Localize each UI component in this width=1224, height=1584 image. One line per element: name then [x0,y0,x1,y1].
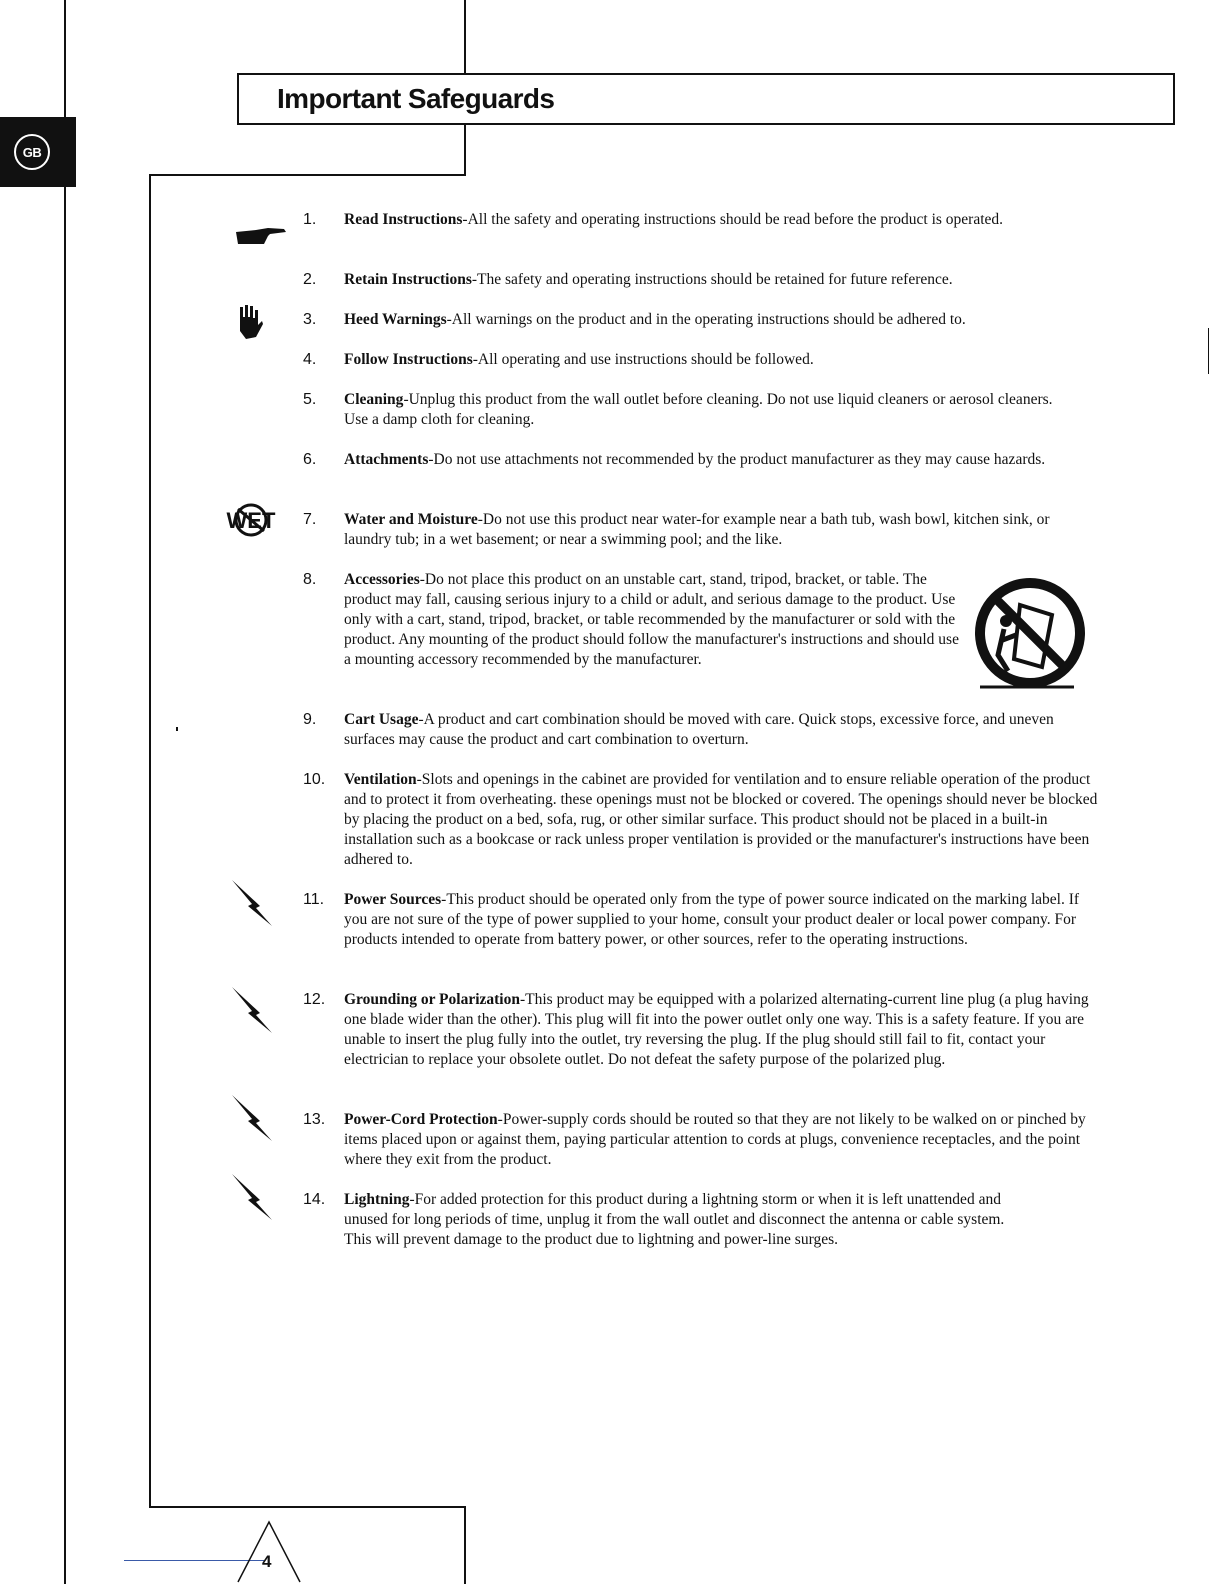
item-text: -Unplug this product from the wall outlet before cleaning. Do not use liquid cleaners or aerosol cleaners. Use a damp cloth for cleaning. [344,391,1053,428]
item-heading: Ventilation [344,771,417,788]
left-margin-line [64,0,66,118]
item-text: -This product may be equipped with a polarized alternating-current line plug (a plug having one blade wider than the other). This plug will fit into the power outlet only one way. This is a safety feature. If you are unable to insert the plug fully into the outlet, try reversing the plug. If the plug should still fail to fit, contact your electrician to replace your obsolete outlet. Do not defeat the safety purpose of the polarized plug. [344,991,1089,1068]
item-heading: Attachments [344,451,429,468]
item-text: -For added protection for this product during a lightning storm or when it is left unattended and unused for long periods of time, unplug it from the wall outlet and disconnect the antenna or cable system. This will prevent damage to the product due to lightning and power-line surges. [344,1191,1005,1248]
item-text: -Power-supply cords should be routed so that they are not likely to be walked on or pinched by items placed upon or against them, paying particular attention to cords at plugs, convenience receptacles, and the point where they exit from the product. [344,1111,1086,1168]
list-item [303,890,1103,950]
list-item [303,270,1103,290]
title-box [237,73,1175,125]
item-number: 8. [303,571,317,588]
item-heading: Power-Cord Protection [344,1111,498,1128]
page-number-triangle-icon [236,1518,302,1584]
item-number: 2. [303,271,317,288]
lightning-icon-12 [230,985,276,1035]
list-item [303,1190,1023,1250]
item-heading: Read Instructions [344,211,463,228]
wet-warning-icon [218,501,284,539]
page-title: Important Safeguards [277,83,555,114]
list-item [303,210,1063,230]
lightning-icon-11 [230,878,276,928]
item-text: -Do not place this product on an unstable cart, stand, tripod, bracket, or table. The product may fall, causing serious injury to a child or adult, and serious damage to the product. Use only with a cart, stand, tripod, bracket, or table recommended by the manufacturer or sold with the product. Any mounting of the product should follow the manufacturer's instructions and should use a mounting accessory recommended by the manufacturer. [344,571,959,668]
bottom-center-line [464,1506,466,1584]
list-item [303,310,1103,330]
center-top-line-2 [464,125,466,175]
item-text: -Do not use attachments not recommended by the product manufacturer as they may cause hazards. [428,451,1046,468]
item-heading: Water and Moisture [344,511,478,528]
page-number: 4 [262,1552,272,1571]
item-text: -A product and cart combination should be moved with care. Quick stops, excessive force, and uneven surfaces may cause the product and cart combination to overturn. [344,711,1054,748]
language-tab [0,117,76,187]
list-item [303,390,1063,430]
item-text: -Do not use this product near water-for example near a bath tub, wash bowl, kitchen sink, or laundry tub; in a wet basement; or near a swimming pool; and the like. [344,511,1050,548]
language-badge: GB [14,134,50,170]
item-number: 11. [303,891,325,908]
item-heading: Follow Instructions [344,351,473,368]
item-text: -All the safety and operating instructions should be read before the product is operated. [462,211,1004,228]
item-number: 6. [303,451,317,468]
list-item [303,450,1073,470]
lightning-icon-14 [230,1172,276,1222]
wet-label: WET [226,508,276,533]
item-heading: Cleaning [344,391,404,408]
list-item [303,1110,1103,1170]
item-number: 12. [303,991,326,1008]
stop-hand-icon [236,303,264,341]
content-left-rule [149,174,151,1508]
item-heading: Cart Usage [344,711,419,728]
stray-mark [176,727,178,731]
content-top-rule [149,174,466,176]
item-heading: Grounding or Polarization [344,991,520,1008]
item-heading: Lightning [344,1191,410,1208]
item-number: 5. [303,391,317,408]
item-number: 10. [303,771,326,788]
left-margin-line-lower [64,187,66,1584]
list-item [303,990,1103,1070]
item-number: 14. [303,1191,326,1208]
center-top-line [464,0,466,73]
list-item [303,570,963,670]
item-text: -All warnings on the product and in the operating instructions should be adhered to. [446,311,966,328]
item-number: 3. [303,311,317,328]
list-item [303,510,1073,550]
item-number: 9. [303,711,317,728]
list-item [303,770,1103,870]
item-number: 7. [303,511,317,528]
right-edge-mark [1208,328,1209,374]
pointing-hand-icon [234,224,288,248]
item-text: -Slots and openings in the cabinet are provided for ventilation and to ensure reliable operation of the product and to protect it from overheating. these openings must not be blocked or covered. The openings should never be blocked by placing the product on a bed, sofa, rug, or other similar surface. This product should not be placed in a built-in installation such as a bookcase or rack unless proper ventilation is provided or the manufacturer's instructions have been adhered to. [344,771,1098,868]
item-text: -The safety and operating instructions should be retained for future reference. [471,271,953,288]
item-heading: Retain Instructions [344,271,472,288]
item-text: -This product should be operated only from the type of power source indicated on the marking label. If you are not sure of the type of power supplied to your home, consult your product dealer or local power company. For products intended to operate from battery power, or other sources, refer to the operating instructions. [344,891,1080,948]
item-number: 13. [303,1111,326,1128]
item-number: 1. [303,211,317,228]
list-item [303,350,1103,370]
content-bottom-rule [149,1506,466,1508]
item-heading: Power Sources [344,891,442,908]
lightning-icon-13 [230,1093,276,1143]
item-heading: Accessories [344,571,420,588]
item-number: 4. [303,351,317,368]
item-heading: Heed Warnings [344,311,447,328]
list-item [303,710,1103,750]
cart-tipover-warning-icon [968,575,1090,693]
item-text: -All operating and use instructions should be followed. [472,351,814,368]
